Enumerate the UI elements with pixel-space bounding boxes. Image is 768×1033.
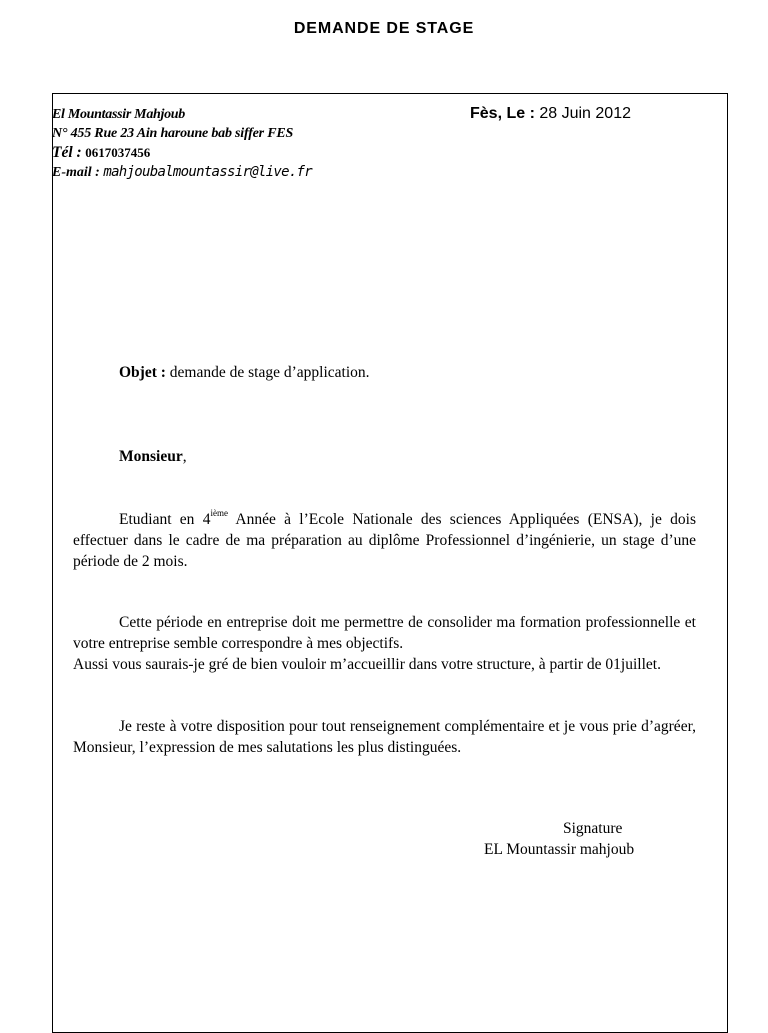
place-date [470,105,631,123]
sender-address: N° 455 Rue 23 Ain haroune bab siffer FES [52,126,294,141]
salutation-punct: , [182,448,187,465]
letter-date: 28 Juin 2012 [539,105,631,122]
object-text: demande de stage d’application. [169,364,370,381]
sender-phone-line [52,143,312,163]
email-label: E-mail : [52,165,100,180]
sender-name: El Mountassir Mahjoub [52,107,185,122]
sender-block [52,105,312,182]
paragraph-3-text: Je reste à votre disposition pour tout renseignement complémentaire et je vous prie d’agréer, Monsieur, l’expression de mes salutations les plus distinguées. [73,718,696,756]
phone-value: 0617037456 [85,145,151,160]
sender-email-line [52,163,312,182]
page-title: DEMANDE DE STAGE [293,20,475,37]
salutation [119,446,187,467]
signature-label: Signature [563,820,623,837]
paragraph-1-start: Etudiant en 4 [119,511,211,528]
object-label: Objet : [119,364,166,381]
paragraph-3 [73,716,696,758]
object-line [119,362,370,383]
place-date-label: Fès, Le : [470,105,535,122]
paragraph-1-rest: Année à l’Ecole Nationale des sciences Appliquées (ENSA), je dois effectuer dans le cadre de ma préparation au diplôme Professionnel d’ingénierie, un stage d’une période de 2 mois. [73,511,696,570]
signature-name: EL Mountassir mahjoub [484,841,635,858]
paragraph-2-text: Cette période en entreprise doit me permettre de consolider ma formation professionnelle et votre entreprise semble correspondre à mes objectifs. [73,614,696,652]
phone-label: Tél : [52,144,82,161]
email-value: mahjoubalmountassir@live.fr [103,164,313,180]
salutation-word: Monsieur [119,448,183,465]
paragraph-2 [73,612,696,675]
paragraph-1 [73,509,696,572]
paragraph-2b-text: Aussi vous saurais-je gré de bien vouloir m’accueillir dans votre structure, à partir de 01juillet. [73,656,661,673]
ordinal-superscript: ième [210,508,228,518]
